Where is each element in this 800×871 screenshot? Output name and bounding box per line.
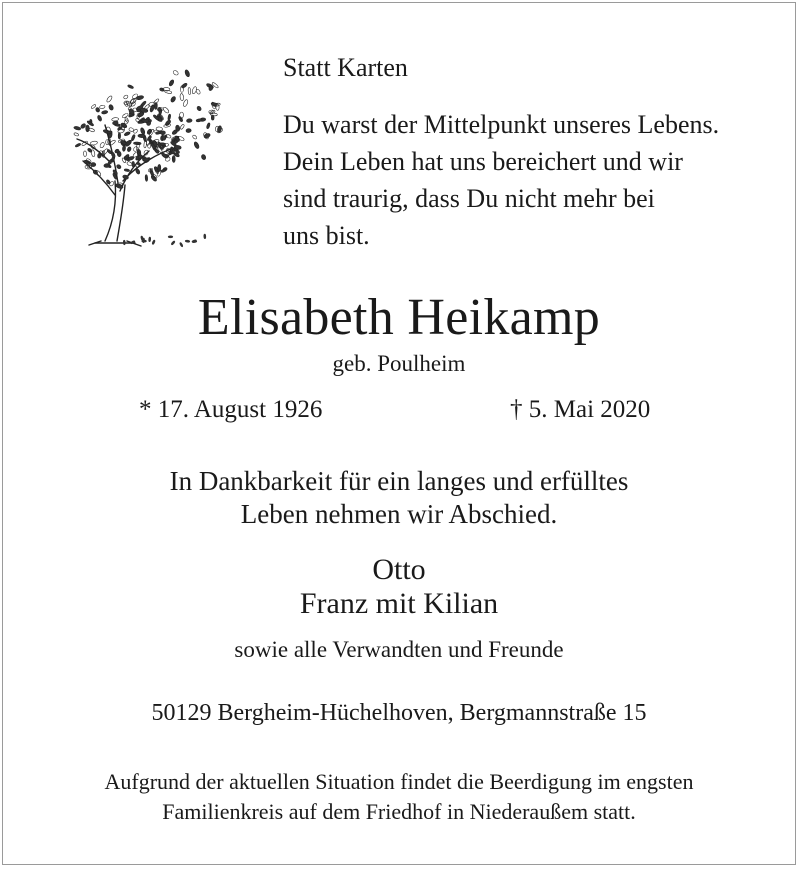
leaf-icon [145, 175, 148, 182]
leaf-icon [183, 99, 189, 107]
leaf-icon [97, 115, 103, 122]
leaf-icon [168, 79, 174, 87]
intro-header: Statt Karten [283, 53, 408, 82]
verse-line: sind traurig, dass Du nicht mehr bei [283, 184, 655, 213]
leaf-icon [164, 90, 172, 94]
leaf-icon [86, 125, 90, 132]
mourner-name: Franz mit Kilian [299, 587, 499, 620]
leaf-icon [74, 126, 82, 131]
verse-line: uns bist. [283, 221, 370, 250]
leaf-icon [99, 105, 105, 109]
leaf-icon [188, 87, 191, 94]
leaf-icon [127, 84, 134, 89]
leaf-icon [180, 124, 185, 130]
leaf-icon [91, 104, 97, 109]
fallen-leaf-icon [170, 240, 175, 246]
leaf-icon [116, 164, 122, 170]
leaf-icon [123, 94, 128, 99]
leaf-icon [120, 140, 127, 146]
leaf-icon [131, 134, 136, 141]
leaf-icon [168, 114, 172, 120]
leaf-icon [112, 117, 119, 121]
leaf-icon [156, 127, 163, 131]
leaf-icon [127, 146, 132, 152]
thanks-text [3, 465, 795, 531]
leaf-icon [74, 132, 79, 136]
fallen-leaf-icon [151, 239, 155, 245]
leaf-icon [140, 127, 146, 135]
leaf-icon [108, 104, 114, 111]
leaf-icon [157, 164, 161, 171]
birth-date: * 17. August 1926 [139, 396, 323, 423]
leaf-icon [136, 161, 141, 166]
verse-line: Du warst der Mittelpunkt unseres Lebens. [283, 110, 720, 139]
mourner-name: Otto [372, 553, 426, 586]
leaf-icon [106, 139, 109, 144]
leaf-icon [75, 143, 81, 148]
leaf-icon [186, 128, 192, 132]
funeral-line: Familienkreis auf dem Friedhof in Niederaußem statt. [162, 799, 636, 824]
leaf-icon [124, 169, 130, 172]
fallen-leaf-icon [123, 240, 126, 245]
leaf-icon [133, 142, 141, 145]
thanks-line: In Dankbarkeit für ein langes und erfülltes [169, 466, 629, 496]
leaf-icon [170, 96, 176, 103]
fallen-leaf-icon [203, 234, 206, 239]
fallen-leaf-icon [168, 236, 173, 239]
funeral-note [3, 767, 795, 827]
leaf-icon [196, 118, 202, 122]
address-text: 50129 Bergheim-Hüchelhoven, Bergmannstraße 15 [151, 700, 647, 726]
deceased-name: Elisabeth Heikamp [197, 289, 601, 346]
leaf-icon [136, 95, 144, 100]
thanks-line: Leben nehmen wir Abschied. [240, 499, 558, 529]
leaf-icon [106, 95, 113, 103]
leaf-icon [172, 155, 175, 162]
leaf-icon [211, 115, 214, 120]
tree-with-falling-leaves-icon [65, 63, 225, 253]
birth-name: geb. Poulheim [332, 351, 466, 376]
leaf-icon [128, 127, 134, 132]
leaf-icon [162, 135, 166, 140]
leaf-icon [101, 110, 108, 114]
leaf-icon [184, 69, 190, 77]
leaf-icon [142, 119, 150, 122]
leaf-icon [143, 158, 149, 162]
fallen-leaf-icon [148, 237, 151, 242]
funeral-line: Aufgrund der aktuellen Situation findet die Beerdigung im engsten [104, 769, 694, 794]
leaf-icon [203, 133, 210, 139]
leaf-icon [193, 141, 200, 149]
leaf-icon [186, 118, 192, 122]
leaf-icon [172, 70, 179, 76]
leaf-icon [162, 106, 169, 114]
leaf-icon [124, 131, 131, 136]
fallen-leaf-icon [179, 242, 184, 248]
leaf-icon [126, 161, 132, 166]
leaf-icon [118, 133, 120, 139]
fallen-leaf-icon [185, 240, 191, 243]
leaf-icon [160, 131, 165, 135]
leaf-icon [180, 93, 184, 101]
leaf-icon [122, 113, 129, 119]
mourners-list [3, 553, 795, 621]
leaf-icon [191, 86, 197, 94]
leaf-icon [181, 82, 188, 88]
leaf-icon [196, 106, 202, 112]
leaf-icon [135, 118, 141, 123]
intro-block [283, 49, 783, 254]
leaf-icon [149, 169, 154, 177]
leaf-icon [95, 170, 102, 177]
death-date: † 5. Mai 2020 [510, 396, 651, 423]
obituary-notice [2, 2, 796, 865]
verse-line: Dein Leben hat uns bereichert und wir [283, 147, 683, 176]
leaf-icon [178, 116, 183, 122]
leaf-icon [201, 154, 207, 160]
leaf-icon [135, 168, 141, 175]
leaf-icon [122, 145, 126, 151]
leaf-icon [192, 134, 197, 139]
leaf-icon [132, 161, 135, 167]
leaf-icon [206, 123, 210, 130]
leaf-icon [90, 141, 98, 146]
leaf-icon [84, 151, 87, 157]
leaf-icon [89, 128, 95, 133]
relatives-text: sowie alle Verwandten und Freunde [234, 637, 564, 662]
leaf-icon [160, 169, 166, 173]
leaf-icon [99, 142, 105, 149]
leaf-icon [87, 148, 93, 153]
